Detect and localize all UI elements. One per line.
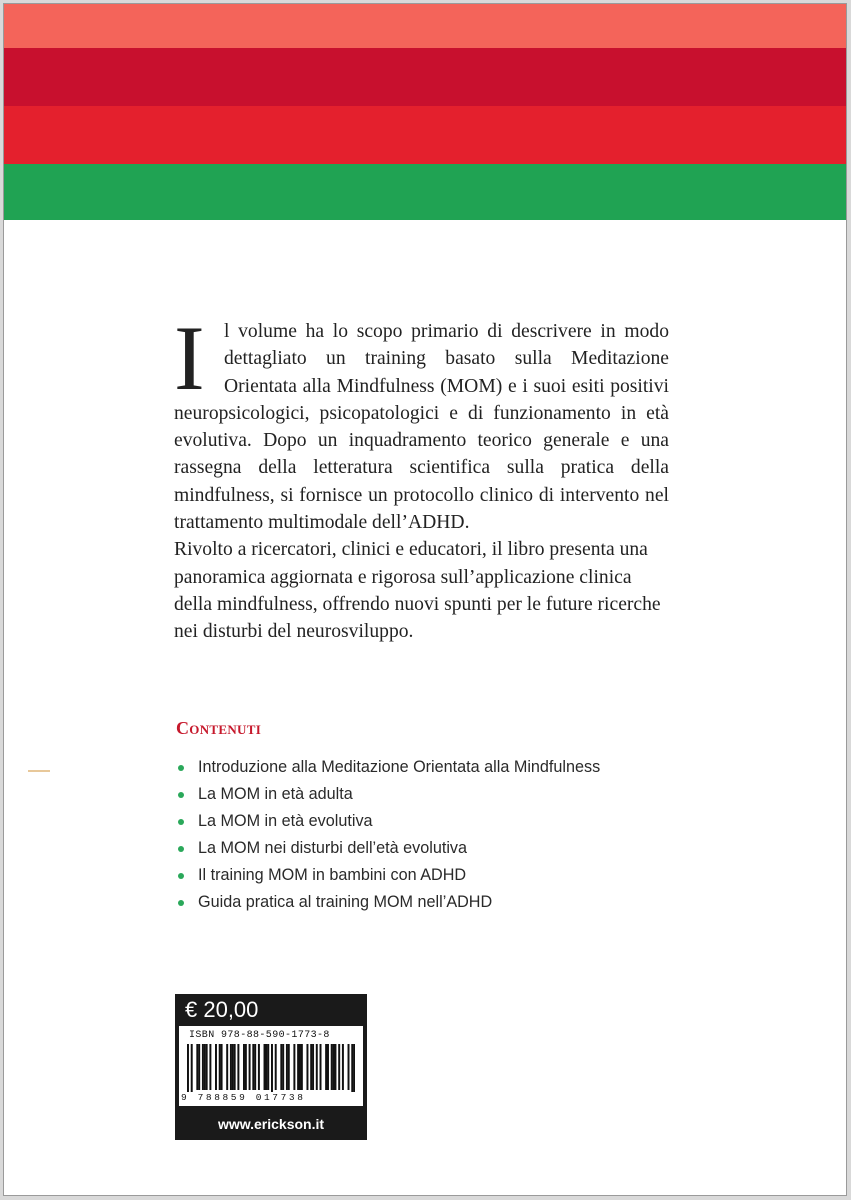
list-item-label: La MOM in età evolutiva — [198, 812, 373, 830]
barcode-bar — [306, 1044, 308, 1090]
barcode-bar — [320, 1044, 322, 1090]
barcode-bar — [258, 1044, 260, 1090]
description-paragraph-1: l volume ha lo scopo primario di descrivere in modo dettagliato un training basato sulla Meditazione Orientata alla Mindfulness (MOM) e i suoi esiti positivi neuropsicologici, psicopatologici e di funzionamento in età evolutiva. Dopo un inquadramento teorico generale e una rassegna della letteratura scientifica sulla pratica della mindfulness, si fornisce un protocollo clinico di intervento nel trattamento multimodale dell’ADHD. — [174, 321, 669, 534]
barcode-bar — [348, 1044, 350, 1090]
barcode-bar — [280, 1044, 282, 1090]
barcode-bar — [264, 1044, 266, 1090]
print-mark — [28, 770, 50, 772]
barcode-bar — [245, 1044, 247, 1090]
barcode-bar — [187, 1044, 189, 1094]
barcode-bar — [316, 1044, 318, 1090]
barcode-bar — [221, 1044, 223, 1090]
barcode-bar — [297, 1044, 299, 1090]
bullet-icon — [178, 765, 184, 771]
barcode-bar — [334, 1044, 336, 1090]
list-item-label: La MOM in età adulta — [198, 785, 353, 803]
barcode-bar — [299, 1044, 301, 1090]
barcode-area — [179, 1026, 363, 1106]
barcode-bar — [198, 1044, 200, 1090]
barcode-bar — [333, 1044, 335, 1090]
list-item — [176, 808, 696, 835]
barcode-bar — [331, 1044, 333, 1090]
list-item — [176, 835, 696, 862]
contents-heading: Contenuti — [176, 718, 262, 738]
bullet-icon — [178, 900, 184, 906]
barcode-bar — [243, 1044, 245, 1090]
stripe-green — [4, 164, 846, 220]
barcode-bar — [204, 1044, 206, 1090]
list-item-label: Il training MOM in bambini con ADHD — [198, 866, 467, 884]
barcode-bar — [271, 1044, 273, 1094]
barcode-bar — [267, 1044, 269, 1090]
barcode-bar — [226, 1044, 228, 1090]
barcode-icon — [187, 1044, 355, 1094]
barcode-bar — [249, 1044, 251, 1090]
list-item — [176, 862, 696, 889]
bullet-icon — [178, 873, 184, 879]
barcode-bar — [206, 1044, 208, 1090]
barcode-bar — [265, 1044, 267, 1090]
barcode-number: 9 788859 017738 — [181, 1092, 361, 1104]
barcode-bar — [293, 1044, 295, 1090]
price-label: € 20,00 — [185, 997, 259, 1022]
bullet-icon — [178, 846, 184, 852]
barcode-bar — [310, 1044, 312, 1090]
barcode-bar — [254, 1044, 256, 1090]
barcode-bar — [286, 1044, 288, 1090]
barcode-bar — [252, 1044, 254, 1090]
list-item — [176, 889, 696, 916]
description-paragraph-2: Rivolto a ricercatori, clinici e educatori, il libro presenta una panoramica aggiornata e rigorosa sull’applicazione clinica della mindfulness, offrendo nuovi spunti per le future ricerche nei disturbi del neurosviluppo. — [174, 539, 661, 643]
stripe-red — [4, 106, 846, 164]
barcode-bar — [215, 1044, 217, 1090]
isbn-label: ISBN 978-88-590-1773-8 — [189, 1030, 330, 1041]
list-item-label: Introduzione alla Meditazione Orientata alla Mindfulness — [198, 758, 601, 776]
price-box — [175, 994, 367, 1140]
barcode-bar — [338, 1044, 340, 1090]
barcode-bar — [209, 1044, 211, 1090]
list-item-label: Guida pratica al training MOM nell’ADHD — [198, 893, 493, 911]
barcode-bar — [288, 1044, 290, 1090]
barcode-bar — [327, 1044, 329, 1090]
stripe-salmon — [4, 4, 846, 48]
barcode-bar — [219, 1044, 221, 1090]
barcode-bar — [202, 1044, 204, 1090]
contents-list — [176, 754, 696, 916]
barcode-bar — [196, 1044, 198, 1090]
barcode-bar — [282, 1044, 284, 1090]
barcode-bar — [301, 1044, 303, 1090]
barcode-bar — [234, 1044, 236, 1090]
bullet-icon — [178, 819, 184, 825]
list-item — [176, 754, 696, 781]
barcode-bar — [325, 1044, 327, 1090]
barcode-bar — [191, 1044, 193, 1094]
barcode-bar — [275, 1044, 277, 1090]
stripe-crimson — [4, 48, 846, 106]
publisher-website: www.erickson.it — [217, 1116, 325, 1132]
book-description — [174, 307, 669, 646]
barcode-bar — [351, 1044, 353, 1094]
book-back-cover — [3, 3, 847, 1196]
list-item-label: La MOM nei disturbi dell’età evolutiva — [198, 839, 468, 857]
barcode-bar — [230, 1044, 232, 1090]
barcode-bar — [312, 1044, 314, 1090]
list-item — [176, 781, 696, 808]
drop-cap: I — [174, 307, 205, 409]
barcode-bar — [353, 1044, 355, 1094]
barcode-bar — [342, 1044, 344, 1090]
barcode-bar — [232, 1044, 234, 1090]
barcode-bar — [237, 1044, 239, 1090]
bullet-icon — [178, 792, 184, 798]
